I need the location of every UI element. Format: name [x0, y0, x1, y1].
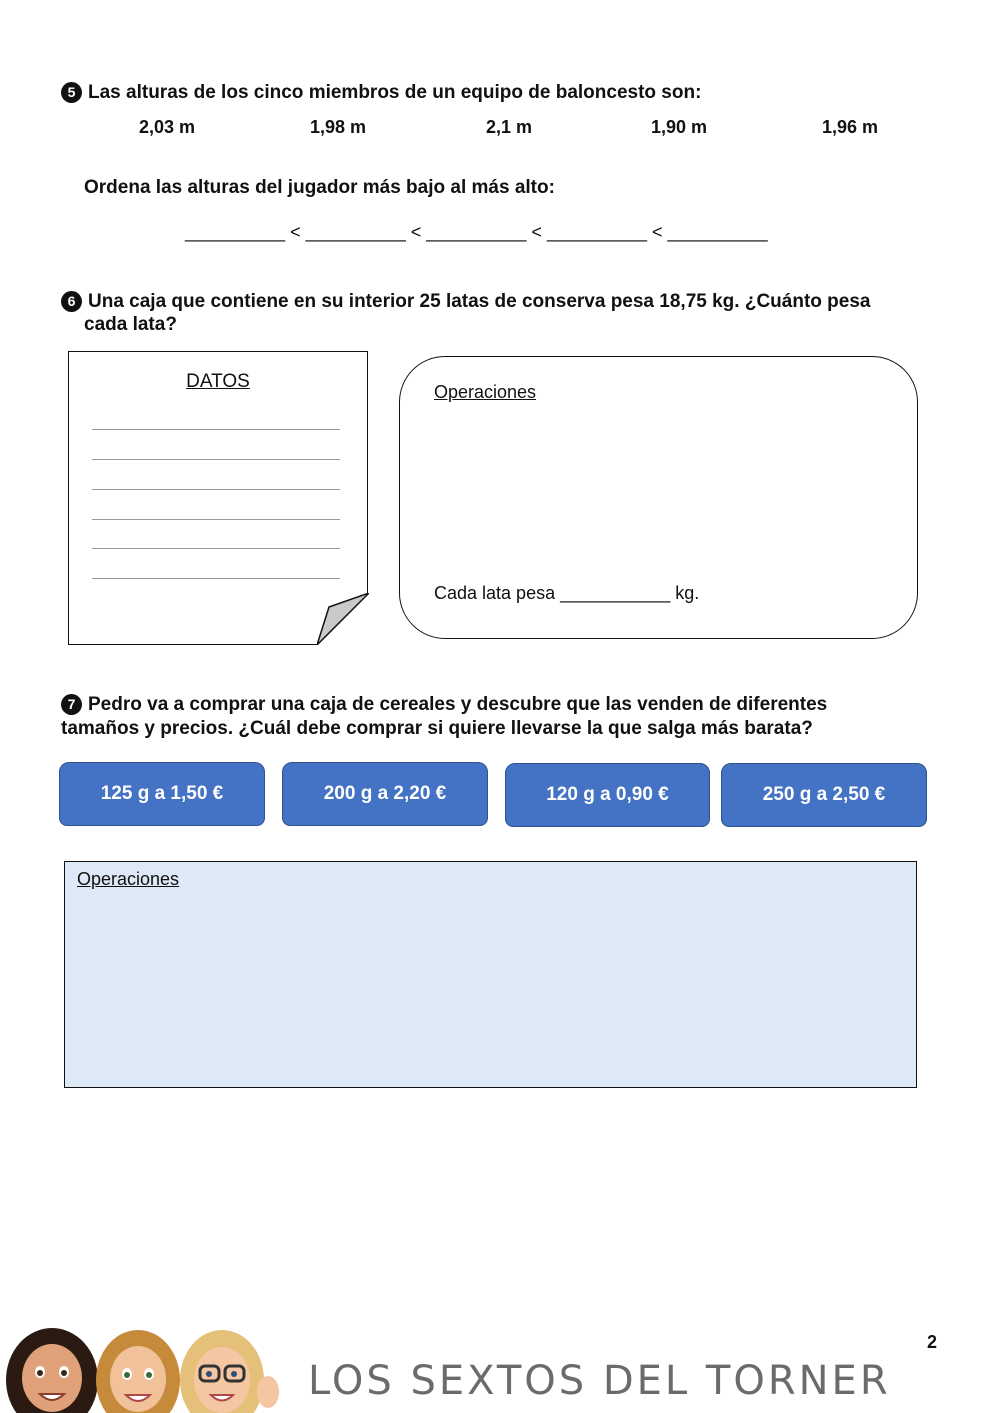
q6-title-line2: cada lata?	[84, 314, 177, 335]
q6-number-badge: 6	[61, 291, 82, 312]
datos-line	[92, 489, 340, 490]
datos-line	[92, 429, 340, 430]
q7-title-line1: Pedro va a comprar una caja de cereales y descubre que las venden de diferentes	[88, 694, 828, 715]
option-button-120g[interactable]: 120 g a 0,90 €	[505, 763, 710, 827]
page-curl-icon	[317, 593, 369, 645]
datos-line	[92, 578, 340, 579]
footer-brand: LOS SEXTOS DEL TORNER	[308, 1358, 891, 1404]
q7-title-line2: tamaños y precios. ¿Cuál debe comprar si quiere llevarse la que salga más barata?	[61, 718, 813, 739]
q5-height-2: 1,98 m	[310, 117, 367, 137]
datos-line	[92, 459, 340, 460]
q5-height-3: 2,1 m	[486, 117, 533, 137]
q5-title-text: Las alturas de los cinco miembros de un equipo de baloncesto son:	[88, 82, 702, 103]
q5-title	[61, 80, 701, 105]
page-number: 2	[927, 1332, 938, 1352]
avatar	[180, 1330, 279, 1413]
datos-line	[92, 548, 340, 549]
q7-operations-label: Operaciones	[77, 869, 180, 889]
option-button-200g[interactable]: 200 g a 2,20 €	[282, 762, 488, 826]
datos-note-box[interactable]	[68, 351, 368, 645]
avatar	[6, 1328, 98, 1413]
datos-line	[92, 519, 340, 520]
q5-height-4: 1,90 m	[651, 117, 708, 137]
q7-number-badge: 7	[61, 694, 82, 715]
option-button-125g[interactable]: 125 g a 1,50 €	[59, 762, 265, 826]
teacher-avatars-image	[0, 1322, 290, 1413]
q7-title	[61, 692, 827, 717]
q6-answer-line[interactable]: Cada lata pesa ___________ kg.	[434, 583, 700, 603]
avatar	[96, 1330, 180, 1413]
option-button-250g[interactable]: 250 g a 2,50 €	[721, 763, 927, 827]
q5-height-5: 1,96 m	[822, 117, 879, 137]
q6-operations-box[interactable]	[399, 356, 918, 639]
q5-answer-blanks[interactable]: __________ < __________ < __________ < __________ < __________	[185, 222, 768, 242]
q7-operations-box[interactable]	[64, 861, 917, 1088]
q6-title-line1: Una caja que contiene en su interior 25 latas de conserva pesa 18,75 kg. ¿Cuánto pesa	[88, 291, 871, 312]
q5-instruction: Ordena las alturas del jugador más bajo al más alto:	[84, 177, 555, 198]
q5-height-1: 2,03 m	[139, 117, 196, 137]
q6-title	[61, 289, 870, 314]
datos-label: DATOS	[186, 371, 250, 392]
q5-number-badge: 5	[61, 82, 82, 103]
q6-operations-label: Operaciones	[434, 382, 537, 402]
